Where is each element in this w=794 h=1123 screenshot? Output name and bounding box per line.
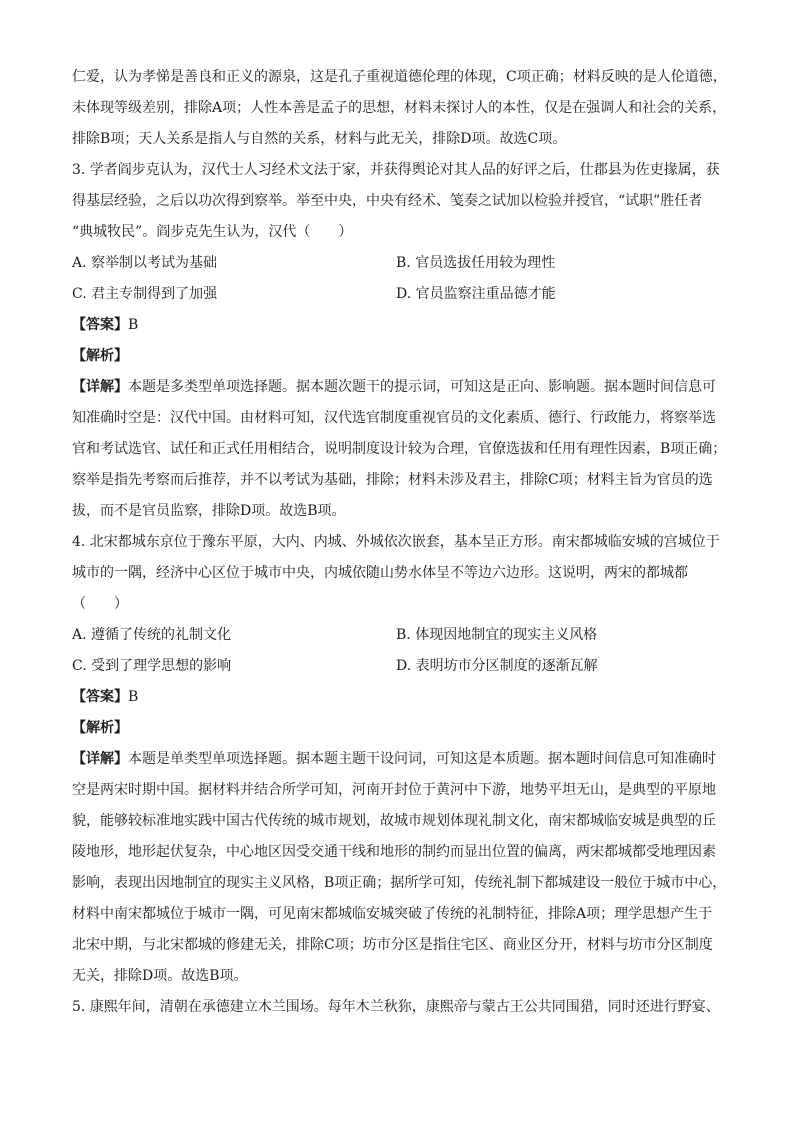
option-b: B. 体现因地制宜的现实主义风格 [396,627,598,643]
detail-text: 本题是单类型单项选择题。据本题主题干设问词，可知这是本质题。据本题时间信息可知准确时 [128,751,716,767]
answer-value: B [128,317,139,333]
answer-value: B [128,689,139,705]
detail-line: 官和考试选官、试任和正式任用相结合，说明制度设计较为合理，官僚选拔和任用有理性因素，B项正确； [72,441,727,457]
detail-line: 察举是指先考察而后推荐，并不以考试为基础，排除；材料未涉及君主，排除C项；材料主旨为官员的选 [72,472,713,488]
detail-line: 北宋中期，与北宋都城的修建无关，排除C项；坊市分区是指住宅区、商业区分开，材料与坊市分区制度 [72,937,713,953]
question-stem-line: 5. 康熙年间，清朝在承德建立木兰围场。每年木兰秋狝，康熙帝与蒙古王公共同围猎，同时还进行野宴、 [72,999,720,1015]
answer-label: 【答案】 [72,317,128,333]
question-stem-line: 4. 北宋都城东京位于豫东平原，大内、内城、外城依次嵌套，基本呈正方形。南宋都城临安城的宫城位于 [72,534,720,550]
question-stem-line: （ ） [72,596,128,612]
option-d: D. 官员监察注重品德才能 [396,286,556,302]
answer-line [72,310,732,341]
detail-label: 【详解】 [72,379,128,395]
option-b: B. 官员选拔任用较为理性 [396,255,556,271]
detail-line [72,372,732,403]
previous-explanation [72,62,732,155]
detail-text: 本题是多类型单项选择题。据本题次题干的提示词，可知这是正向、影响题。据本题时间信息可 [128,379,716,395]
detail-line: 拔，而不是官员监察，排除D项。故选B项。 [72,503,346,519]
detail-line: 知准确时空是：汉代中国。由材料可知，汉代选官制度重视官员的文化素质、德行、行政能力，将察举选 [72,410,716,426]
question-3 [72,155,732,527]
analysis-label: 【解析】 [72,348,128,364]
question-stem-line: “典城牧民”。阎步克先生认为，汉代（ ） [72,224,353,240]
detail-label: 【详解】 [72,751,128,767]
option-c: C. 君主专制得到了加强 [72,286,218,302]
detail-line: 无关，排除D项。故选B项。 [72,968,248,984]
question-stem-line: 得基层经验，之后以功次得到察举。举至中央，中央有经术、笺奏之试加以检验并授官，“试职”胜任者 [72,193,703,209]
options-row [72,651,732,682]
text-line: 仁爱，认为孝悌是善良和正义的源泉，这是孔子重视道德伦理的体现，C项正确；材料反映的是人伦道德， [72,69,727,85]
question-stem-line: 3. 学者阎步克认为，汉代士人习经术文法于家，并获得舆论对其人品的好评之后，仕郡县为佐吏掾属，获 [72,162,720,178]
text-line: 未体现等级差别，排除A项；人性本善是孟子的思想，材料未探讨人的本性，仅是在强调人和社会的关系， [72,100,727,116]
detail-line: 影响，表现出因地制宜的现实主义风格，B项正确；据所学可知，传统礼制下都城建设一般位于城市中心， [72,875,727,891]
answer-line [72,682,732,713]
option-d: D. 表明坊市分区制度的逐渐瓦解 [396,658,598,674]
options-row [72,248,732,279]
detail-line: 貌，能够较标准地实践中国古代传统的城市规划，故城市规划体现礼制文化，南宋都城临安城是典型的丘 [72,813,716,829]
options-row [72,620,732,651]
question-stem-line: 城市的一隅，经济中心区位于城市中央，内城依随山势水体呈不等边六边形。这说明，两宋的都城都 [72,565,688,581]
option-a: A. 察举制以考试为基础 [72,255,218,271]
text-line: 排除B项；天人关系是指人与自然的关系，材料与此无关，排除D项。故选C项。 [72,131,567,147]
options-row [72,279,732,310]
option-a: A. 遵循了传统的礼制文化 [72,627,232,643]
question-4 [72,527,732,992]
detail-line: 材料中南宋都城位于城市一隅，可见南宋都城临安城突破了传统的礼制特征，排除A项；理学思想产生于 [72,906,713,922]
option-c: C. 受到了理学思想的影响 [72,658,232,674]
detail-line: 空是两宋时期中国。据材料并结合所学可知，河南开封位于黄河中下游，地势平坦无山，是典型的平原地 [72,782,716,798]
detail-line [72,744,732,775]
answer-label: 【答案】 [72,689,128,705]
document-page [72,62,732,1023]
question-5 [72,992,732,1023]
analysis-label: 【解析】 [72,720,128,736]
detail-line: 陵地形，地形起伏复杂，中心地区因受交通干线和地形的制约而显出位置的偏离，两宋都城都受地理因素 [72,844,716,860]
